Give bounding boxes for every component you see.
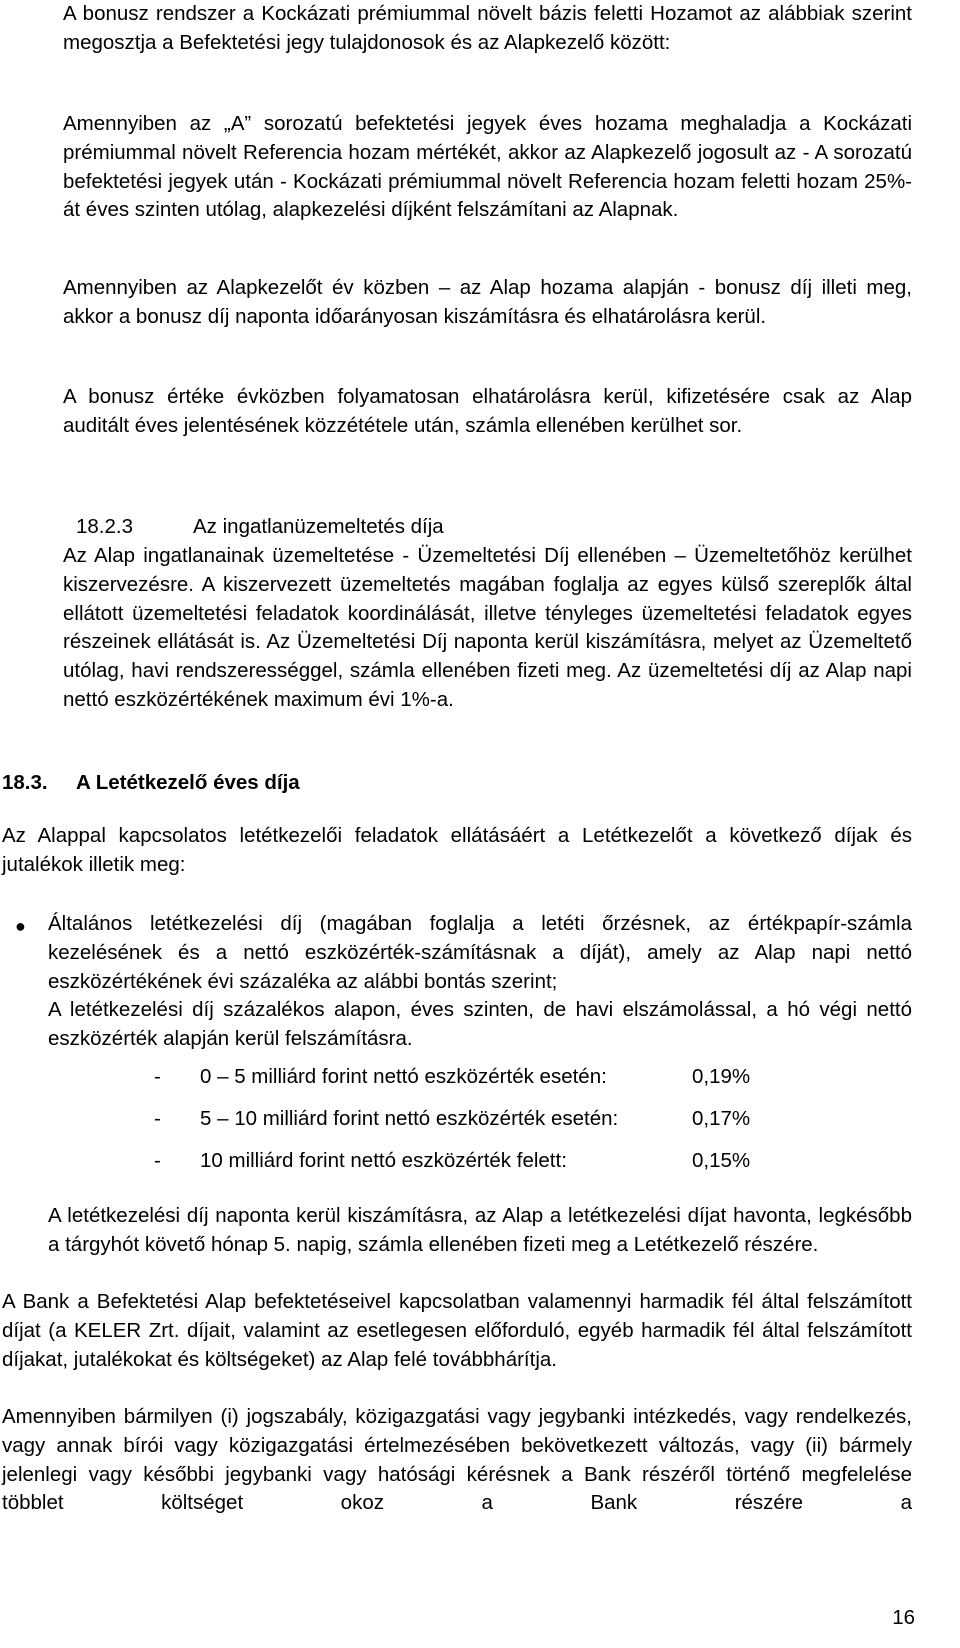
list-item-custody-fee-basis: A letétkezelési díj százalékos alapon, éves szinten, de havi elszámolással, a hó végi nettó eszközérték alapján kerül felszámításra. [48,998,912,1050]
paragraph-custodian-intro: Az Alappal kapcsolatos letétkezelői feladatok ellátásáért a Letétkezelőt a következő díjak és jutalékok illetik meg: [2,824,912,876]
section-number: 18.3. [2,771,48,794]
dash-marker: - [154,1065,161,1088]
paragraph-bonus-accrual: Amennyiben az Alapkezelőt év közben – az Alap hozama alapján - bonusz díj illeti meg, akkor a bonusz díj naponta időarányosan kiszámításra és elhatárolásra kerül. [63,276,912,328]
page-number: 16 [892,1606,915,1629]
paragraph-bonus-intro: A bonusz rendszer a Kockázati prémiummal növelt bázis feletti Hozamot az alábbiak szerint megosztja a Befektetési jegy tulajdonosok és az Alapkezelő között: [63,2,912,54]
fee-rate-value: 0,15% [692,1149,751,1172]
list-item-custody-fee: Általános letétkezelési díj (magában foglalja a letéti őrzésnek, az értékpapír-számla kezelésének és a nettó eszközérték-számításnak a díját), amely az Alap napi nettó eszközértékének évi százaléka az alábbi bontás szerint; [48,912,912,993]
fee-rate-row [154,1063,774,1091]
section-title: A Letétkezelő éves díja [76,771,300,794]
fee-rate-row [154,1147,774,1175]
section-heading-18-2-3 [76,513,444,541]
section-title: Az ingatlanüzemeltetés díja [193,515,444,538]
fee-rate-label: 0 – 5 milliárd forint nettó eszközérték esetén: [200,1065,607,1088]
paragraph-regulatory-costs: Amennyiben bármilyen (i) jogszabály, közigazgatási vagy jegybanki intézkedés, vagy rendelkezés, vagy annak bírói vagy közigazgatási értelmezésében bekövetkezett változás, vagy (ii) bármely jelenlegi vagy későbbi jegybanki vagy hatósági kérésnek a Bank részéről történő megfelelése többlet költséget okoz a Bank részére a [2,1405,912,1515]
section-number: 18.2.3 [76,515,133,538]
paragraph-custody-fee-payment: A letétkezelési díj naponta kerül kiszámításra, az Alap a letétkezelési díjat havonta, legkésőbb a tárgyhót követő hónap 5. napig, számla ellenében fizeti meg a Letétkezelő részére. [48,1204,912,1256]
paragraph-operation-fee: Az Alap ingatlanainak üzemeltetése - Üzemeltetési Díj ellenében – Üzemeltetőhöz kerülhet kiszervezésre. A kiszervezett üzemeltetés magában foglalja az egyes külső szereplők által ellátott üzemeltetési feladatok koordinálását, illetve tényleges üzemeltetési feladatok egyes részeinek ellátását is. Az Üzemeltetési Díj naponta kerül kiszámításra, melyet az Üzemeltető utólag, havi rendszerességgel, számla ellenében fizeti meg. Az üzemeltetési díj az Alap napi nettó eszközértékének maximum évi 1%-a. [63,544,912,711]
fee-rate-label: 5 – 10 milliárd forint nettó eszközérték esetén: [200,1107,619,1130]
fee-rate-row [154,1105,774,1133]
paragraph-third-party-fees: A Bank a Befektetési Alap befektetéseivel kapcsolatban valamennyi harmadik fél által felszámított díjat (a KELER Zrt. díjait, valamint az esetlegesen előforduló, egyéb harmadik fél által felszámított díjakat, jutalékokat és költségeket) az Alap felé továbbhárítja. [2,1290,912,1371]
fee-rate-value: 0,17% [692,1107,751,1130]
paragraph-bonus-payment: A bonusz értéke évközben folyamatosan elhatárolásra kerül, kifizetésére csak az Alap auditált éves jelentésének közzététele után, számla ellenében kerülhet sor. [63,385,912,437]
dash-marker: - [154,1107,161,1130]
fee-rate-label: 10 milliárd forint nettó eszközérték felett: [200,1149,567,1172]
dash-marker: - [154,1149,161,1172]
section-heading-18-3 [2,769,300,797]
fee-rate-value: 0,19% [692,1065,751,1088]
bullet-icon: ● [15,916,26,936]
paragraph-bonus-condition: Amennyiben az „A” sorozatú befektetési jegyek éves hozama meghaladja a Kockázati prémiummal növelt Referencia hozam mértékét, akkor az Alapkezelő jogosult az - A sorozatú befektetési jegyek után - Kockázati prémiummal növelt Referencia hozam feletti hozam 25%-át éves szinten utólag, alapkezelési díjként felszámítani az Alapnak. [63,112,912,222]
